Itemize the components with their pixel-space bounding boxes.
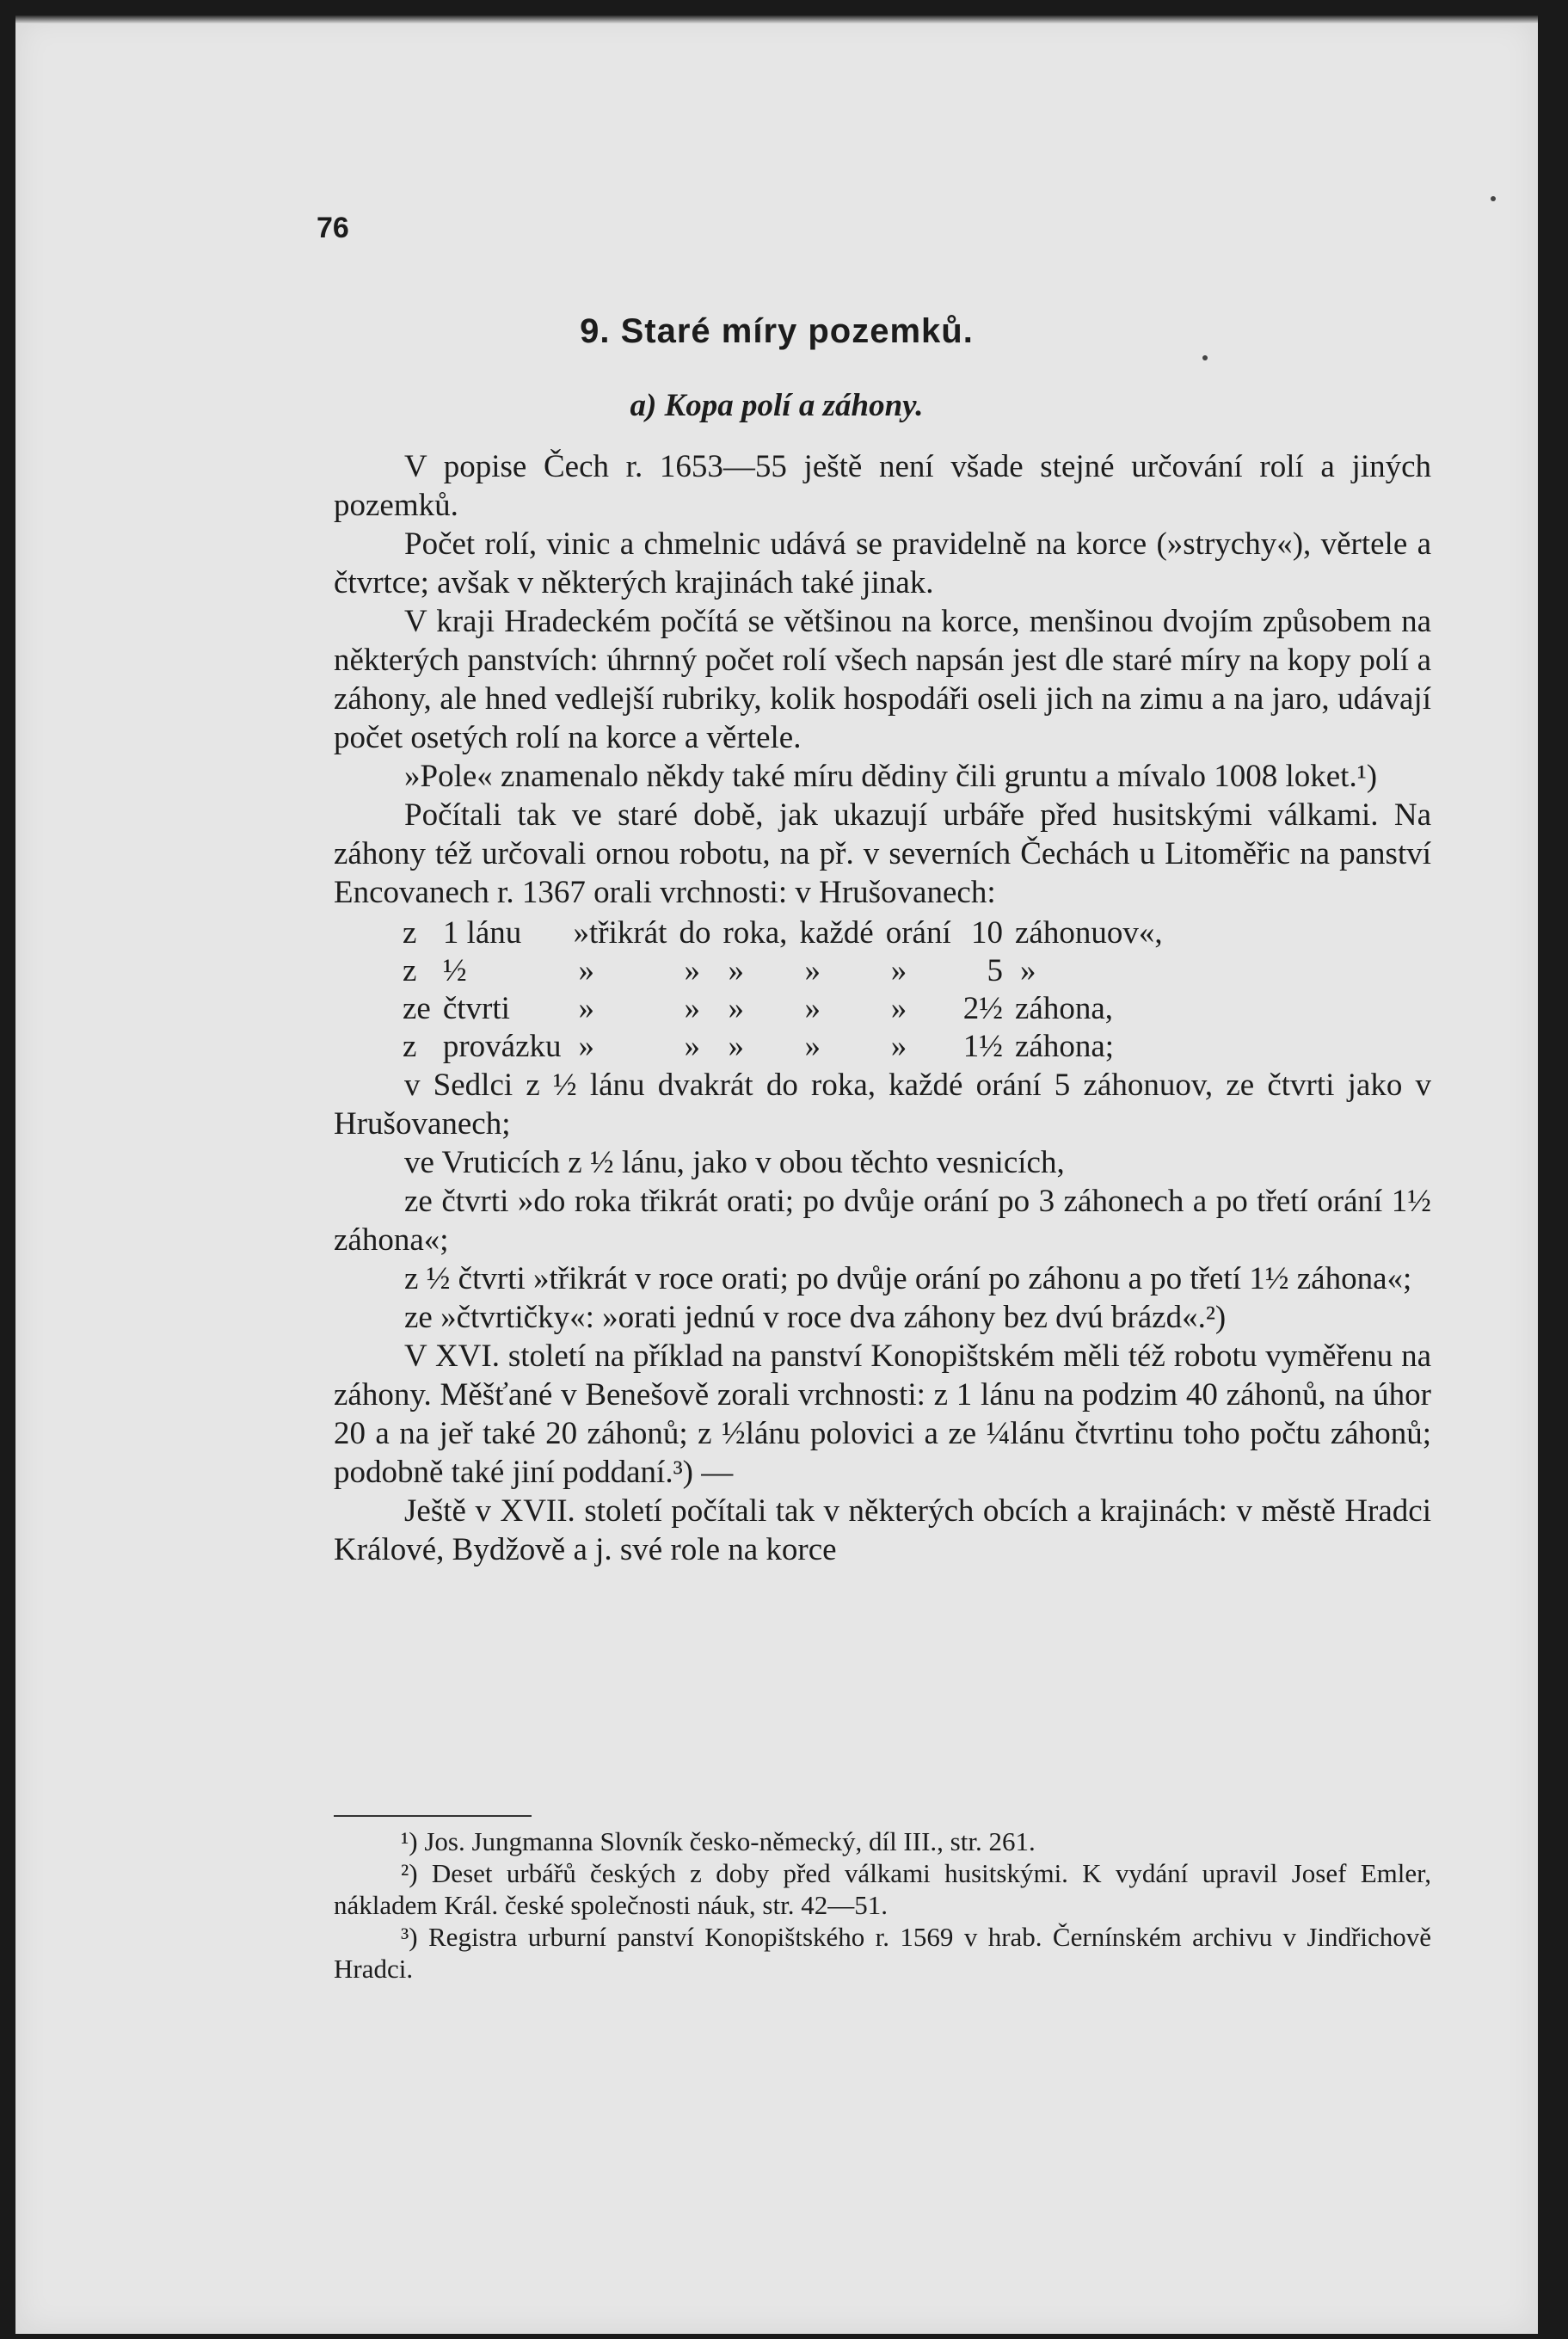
page-top-edge xyxy=(15,15,1538,24)
table-cell: záhona; xyxy=(1015,1029,1115,1064)
paragraph: V kraji Hradeckém počítá se většinou na korce, menšinou dvojím způsobem na některých panstvích: úhrnný počet rolí všech napsán jest dle staré míry na kopy polí a záhony, ale hned vedlejší rubriky, kolik hospodáři oseli jich na zimu a na jaro, udávají počet osetých rolí na korce a věrtele. xyxy=(334,604,1431,755)
paragraph: Ještě v XVII. století počítali tak v některých obcích a krajinách: v městě Hradci Králové, Bydžově a j. své role na korce xyxy=(334,1493,1431,1567)
table-cell: » xyxy=(804,991,821,1026)
table-cell: 2½ xyxy=(962,991,1003,1026)
table-cell: 10 xyxy=(971,915,1003,951)
table-cell: » xyxy=(804,953,821,988)
page-number: 76 xyxy=(317,212,349,244)
table-cell: do xyxy=(679,915,711,951)
subsection-heading: a) Kopa polí a záhony. xyxy=(630,388,924,423)
section-heading: 9. Staré míry pozemků. xyxy=(580,312,974,350)
paragraph: v Sedlci z ½ lánu dvakrát do roka, každé orání 5 záhonuov, ze čtvrti jako v Hrušovanech; xyxy=(334,1068,1431,1142)
table-cell: » xyxy=(890,991,907,1026)
table-cell: » xyxy=(890,953,907,988)
dust-speck xyxy=(1491,196,1496,201)
table-cell: každé xyxy=(799,915,874,951)
paragraph: »Pole« znamenalo někdy také míru dědiny čili gruntu a mívalo 1008 loket.¹) xyxy=(404,759,1378,794)
table-cell: ze xyxy=(403,991,431,1026)
table-cell: » xyxy=(578,1029,595,1064)
table-cell: » xyxy=(728,953,744,988)
paragraph: z ½ čtvrti »třikrát v roce orati; po dvůje orání po záhonu a po třetí 1½ záhona«; xyxy=(404,1261,1412,1296)
table-cell: » xyxy=(804,1029,821,1064)
footnotes xyxy=(334,1825,1431,1985)
table-row xyxy=(403,990,1175,1028)
table-cell: » xyxy=(890,1029,907,1064)
table-cell: z xyxy=(403,915,417,951)
table-row xyxy=(403,914,1175,952)
footnote: ¹) Jos. Jungmanna Slovník česko-německý, díl III., str. 261. xyxy=(401,1826,1036,1856)
footnote: ²) Deset urbářů českých z doby před válkami husitskými. K vydání upravil Josef Emler, nákladem Král. české společnosti náuk, str. 42—51. xyxy=(334,1858,1431,1920)
table-cell: orání xyxy=(885,915,951,951)
table-cell: záhona, xyxy=(1015,991,1114,1026)
table-cell: » xyxy=(1020,953,1036,988)
table-cell: 5 xyxy=(987,953,1003,988)
table-cell: provázku xyxy=(442,1029,562,1064)
footnote: ³) Registra urburní panství Konopištského r. 1569 v hrab. Černínském archivu v Jindřichově Hradci. xyxy=(334,1922,1431,1984)
body-text xyxy=(334,447,1431,1569)
paragraph: Počítali tak ve staré době, jak ukazují urbáře před husitskými válkami. Na záhony též určovali ornou robotu, na př. v severních Čechách u Litoměřic na panství Encovanech r. 1367 orali vrchnosti: v Hrušovanech: xyxy=(334,797,1431,910)
paragraph: ze »čtvrtičky«: »orati jednú v roce dva záhony bez dvú brázd«.²) xyxy=(404,1300,1227,1335)
plowing-table xyxy=(403,914,1175,1066)
table-cell: » xyxy=(684,953,700,988)
dust-speck xyxy=(1202,355,1208,360)
table-cell: z xyxy=(403,953,417,988)
paragraph: V XVI. století na příklad na panství Konopištském měli též robotu vyměřenu na záhony. Měšťané v Benešově zorali vrchnosti: z 1 lánu na podzim 40 záhonů, na úhor 20 a na jeř také 20 záhonů; z ½lánu polovici a ze ¼lánu čtvrtinu toho počtu záhonů; podobně také jiní poddaní.³) — xyxy=(334,1339,1431,1490)
paragraph: V popise Čech r. 1653—55 ještě není všade stejné určování rolí a jiných pozemků. xyxy=(334,449,1431,523)
table-cell: záhonuov«, xyxy=(1015,915,1163,951)
table-cell: z xyxy=(403,1029,417,1064)
table-cell: ½ xyxy=(442,953,467,988)
table-cell: » xyxy=(578,953,595,988)
table-cell: 1½ xyxy=(962,1029,1003,1064)
table-cell: roka, xyxy=(723,915,788,951)
table-row xyxy=(403,1028,1175,1066)
table-cell: » xyxy=(578,991,595,1026)
table-cell: čtvrti xyxy=(442,991,510,1026)
table-cell: » xyxy=(728,991,744,1026)
table-cell: » xyxy=(684,1029,700,1064)
table-cell: 1 lánu xyxy=(442,915,522,951)
table-row xyxy=(403,952,1175,990)
paragraph: ve Vruticích z ½ lánu, jako v obou těchto vesnicích, xyxy=(404,1145,1065,1180)
table-cell: »třikrát xyxy=(573,915,667,951)
paragraph: ze čtvrti »do roka třikrát orati; po dvůje orání po 3 záhonech a po třetí orání 1½ záhona«; xyxy=(334,1184,1431,1258)
scanned-page xyxy=(15,15,1538,2334)
footnote-separator xyxy=(334,1815,532,1817)
table-cell: » xyxy=(728,1029,744,1064)
table-cell: » xyxy=(684,991,700,1026)
paragraph: Počet rolí, vinic a chmelnic udává se pravidelně na korce (»strychy«), věrtele a čtvrtce; avšak v některých krajinách také jinak. xyxy=(334,526,1431,600)
